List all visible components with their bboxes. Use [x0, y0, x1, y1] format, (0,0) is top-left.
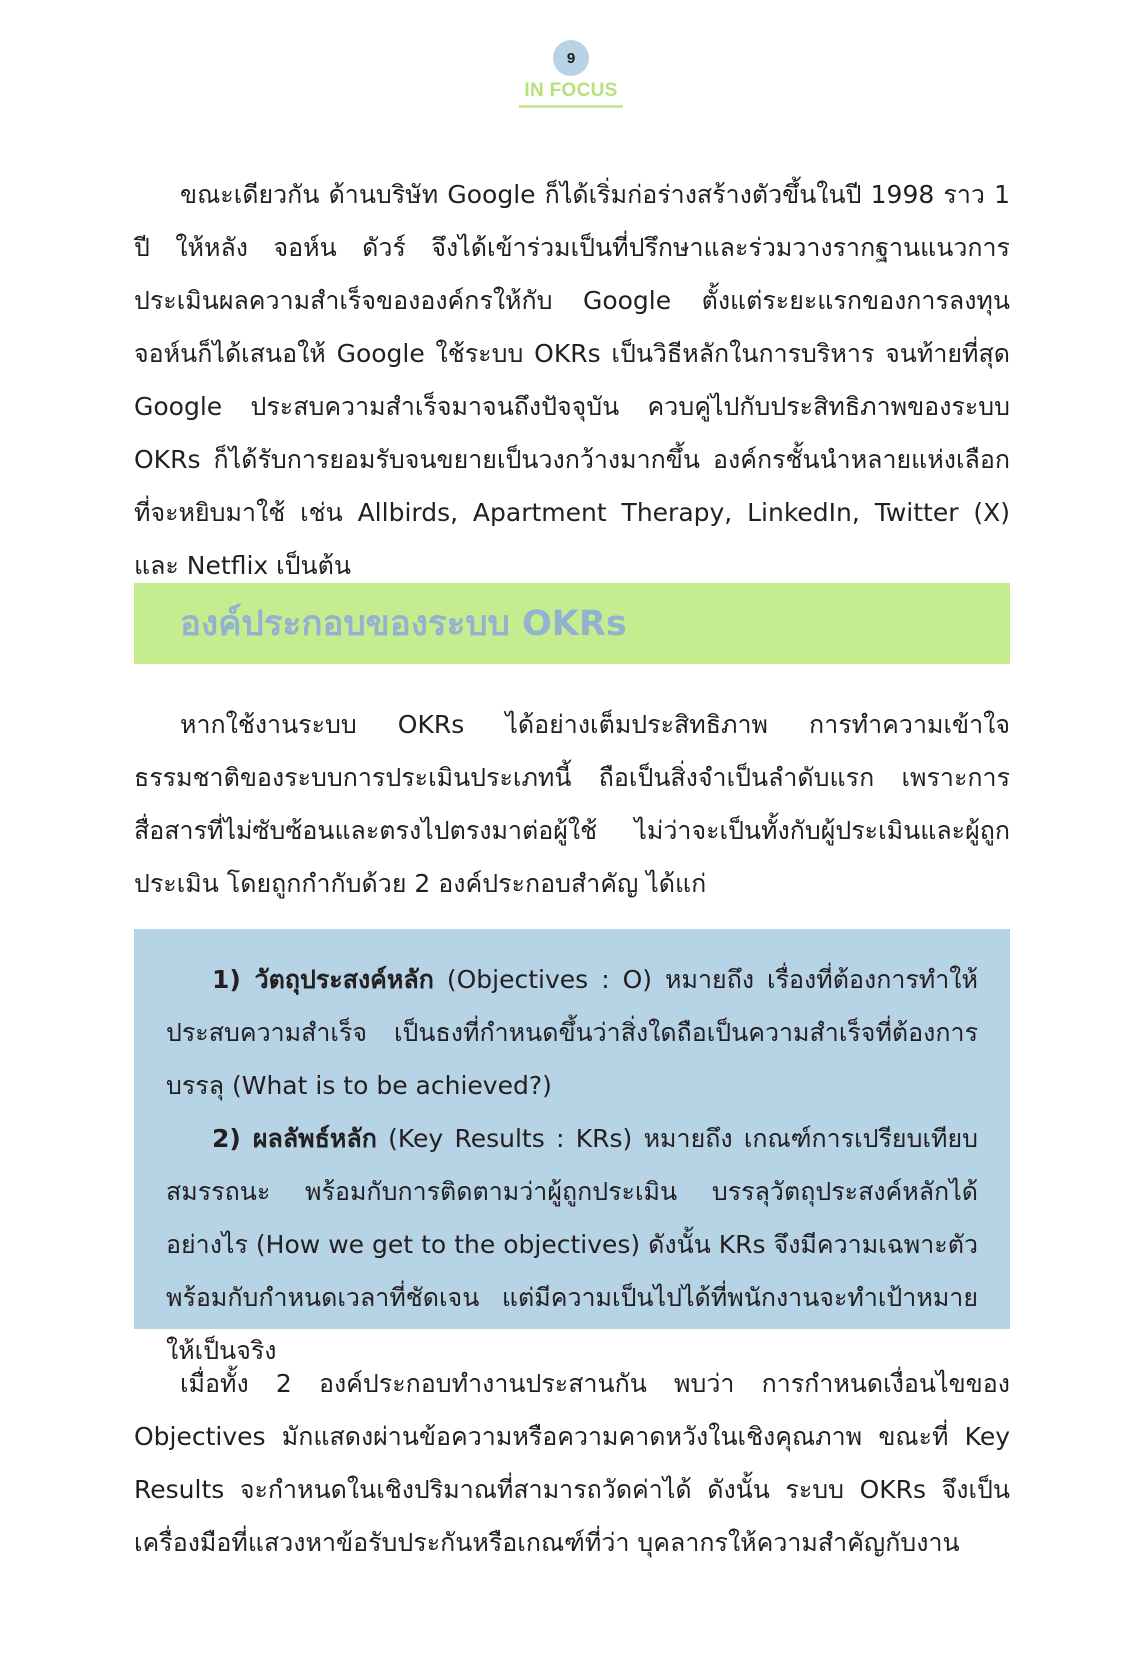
component-text-key-results: (Key Results : KRs) หมายถึง เกณฑ์การเปรียบเทียบสมรรถนะ พร้อมกับการติดตามว่าผู้ถูกประเมิน บรรลุวัตถุประสงค์หลักได้อย่างไร (How we get to the objectives) ดังนั้น KRs จึงมีความเฉพาะตัว พร้อมกับกำหนดเวลาที่ชัดเจน แต่มีความเป็นไปได้ที่พนักงานจะทำเป้าหมายให้เป็นจริง: [166, 1124, 978, 1365]
intro-section: [134, 168, 1010, 592]
components-intro-section: [134, 698, 1010, 910]
paragraph-okrs-working-together: เมื่อทั้ง 2 องค์ประกอบทำงานประสานกัน พบว่า การกำหนดเงื่อนไขของ Objectives มักแสดงผ่านข้อความหรือความคาดหวังในเชิงคุณภาพ ขณะที่ Key Results จะกำหนดในเชิงปริมาณที่สามารถวัดค่าได้ ดังนั้น ระบบ OKRs จึงเป็นเครื่องมือที่แสวงหาข้อรับประกันหรือเกณฑ์ที่ว่า บุคลากรให้ความสำคัญกับงาน: [134, 1369, 1010, 1557]
section-heading-bar: [134, 583, 1010, 664]
paragraph-okrs-understanding: หากใช้งานระบบ OKRs ได้อย่างเต็มประสิทธิภาพ การทำความเข้าใจธรรมชาติของระบบการประเมินประเภทนี้ ถือเป็นสิ่งจำเป็นลำดับแรก เพราะการสื่อสารที่ไม่ซับซ้อนและตรงไปตรงมาต่อผู้ใช้ ไม่ว่าจะเป็นทั้งกับผู้ประเมินและผู้ถูกประเมิน โดยถูกกำกับด้วย 2 องค์ประกอบสำคัญ ได้แก่: [134, 710, 1010, 898]
component-term-key-results: 2) ผลลัพธ์หลัก: [212, 1124, 377, 1153]
component-key-results: [166, 1112, 978, 1377]
paragraph-google-okrs: ขณะเดียวกัน ด้านบริษัท Google ก็ได้เริ่มก่อร่างสร้างตัวขึ้นในปี 1998 ราว 1 ปี ให้หลัง จอห์น ดัวร์ จึงได้เข้าร่วมเป็นที่ปรึกษาและร่วมวางรากฐานแนวการประเมินผลความสำเร็จขององค์กรให้กับ Google ตั้งแต่ระยะแรกของการลงทุน จอห์นก็ได้เสนอให้ Google ใช้ระบบ OKRs เป็นวิธีหลักในการบริหาร จนท้ายที่สุด Google ประสบความสำเร็จมาจนถึงปัจจุบัน ควบคู่ไปกับประสิทธิภาพของระบบ OKRs ก็ได้รับการยอมรับจนขยายเป็นวงกว้างมากขึ้น องค์กรชั้นนำหลายแห่งเลือกที่จะหยิบมาใช้ เช่น Allbirds, Apartment Therapy, LinkedIn, Twitter (X) และ Netflix เป็นต้น: [134, 180, 1010, 580]
page-number-badge: [553, 40, 589, 76]
component-text-objectives: (Objectives : O) หมายถึง เรื่องที่ต้องการทำให้ประสบความสำเร็จ เป็นธงที่กำหนดขึ้นว่าสิ่งใดถือเป็นความสำเร็จที่ต้องการบรรลุ (What is to be achieved?): [166, 965, 978, 1100]
component-objectives: [166, 953, 978, 1112]
section-heading: องค์ประกอบของระบบ OKRs: [180, 604, 627, 644]
page-number: 9: [566, 49, 576, 67]
page-header: [0, 40, 1142, 108]
components-info-box: [134, 929, 1010, 1365]
conclusion-section: [134, 1357, 1010, 1569]
component-term-objectives: 1) วัตถุประสงค์หลัก: [212, 965, 434, 994]
section-label: IN FOCUS: [519, 80, 622, 108]
